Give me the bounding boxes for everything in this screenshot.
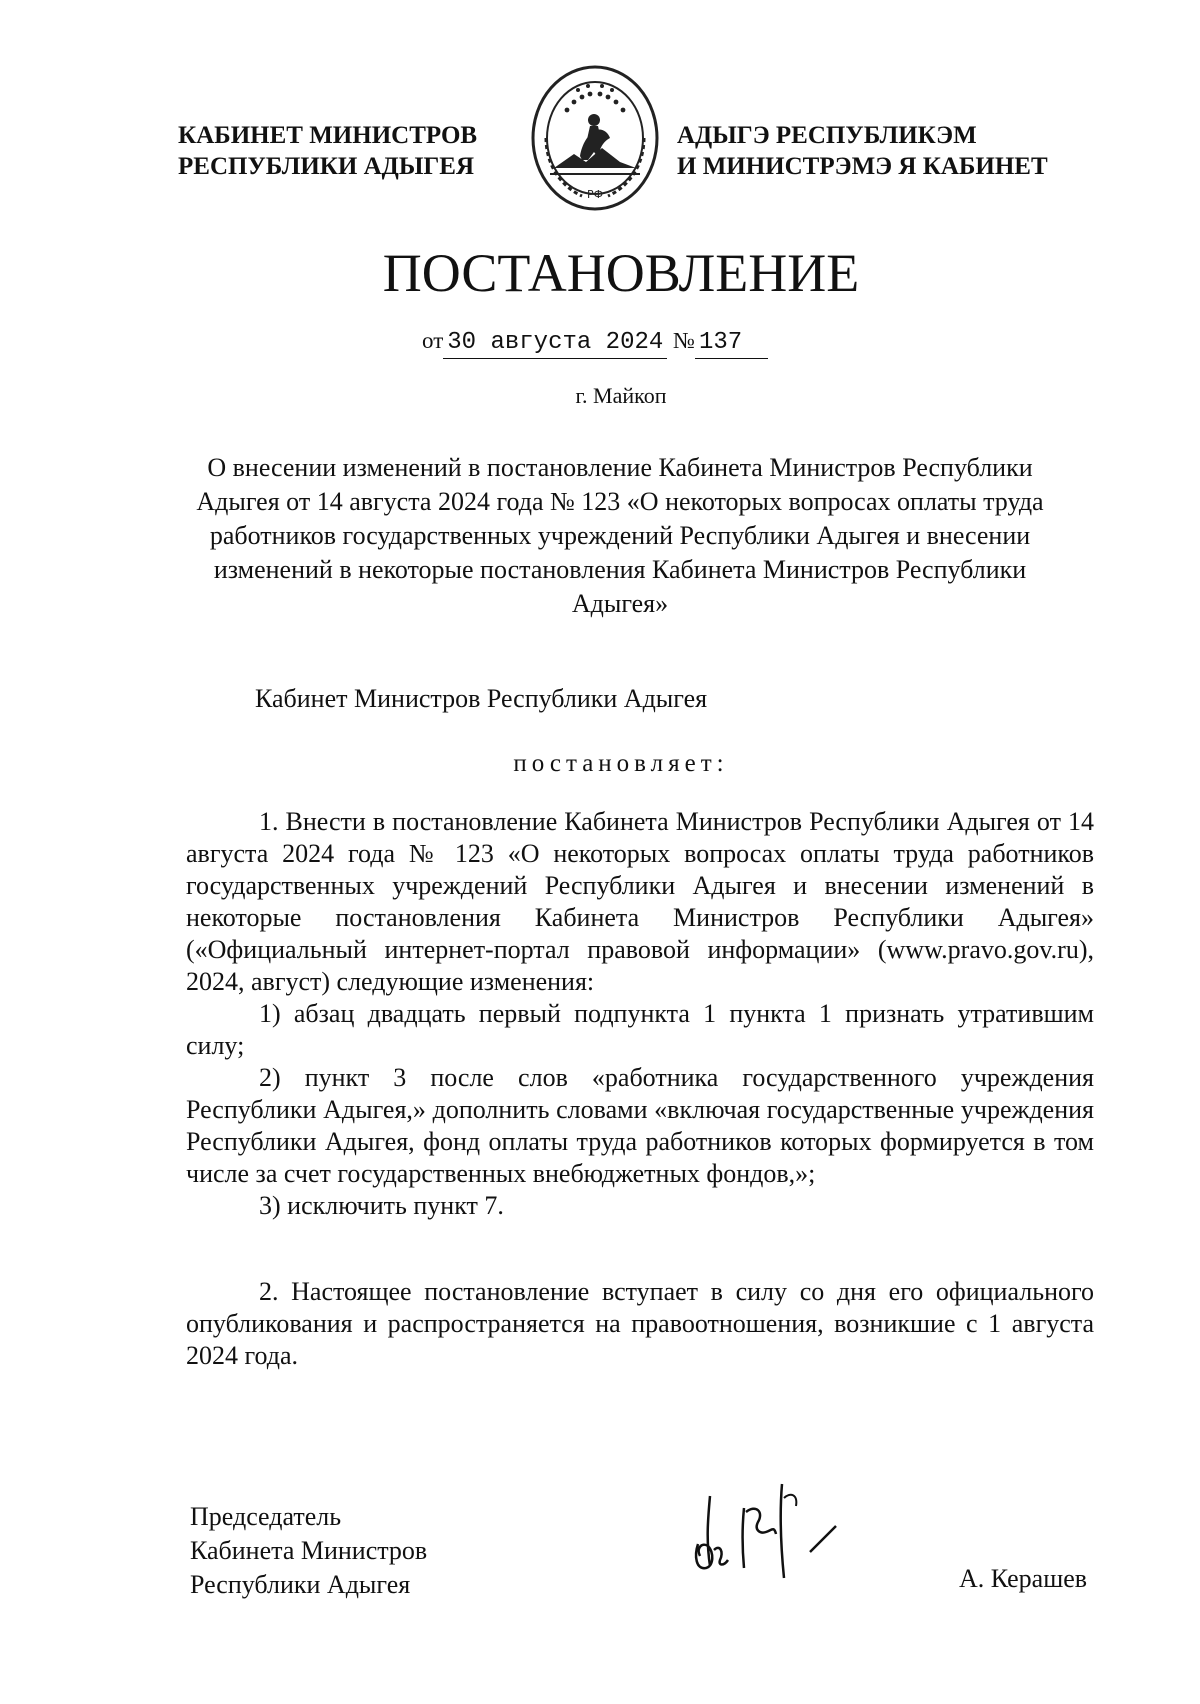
signatory-title-line1: Председатель	[190, 1502, 342, 1531]
document-subject: О внесении изменений в постановление Кабинета Министров Республики Адыгея от 14 августа 2024 года № 123 «О некоторых вопросах оплаты труда работников государственных учреждений Республики Адыгея и внесении изменений в некоторые постановления Кабинета Министров Республики Адыгея»	[196, 453, 1044, 618]
issuer: Кабинет Министров Республики Адыгея	[255, 684, 708, 713]
date-prefix: от	[422, 328, 444, 353]
header-right-line2: И МИНИСТРЭМЭ Я КАБИНЕТ	[677, 153, 1048, 180]
body-section-1	[186, 806, 1094, 1222]
header-left-line1: КАБИНЕТ МИНИСТРОВ	[178, 122, 478, 149]
decree-word: постановляет:	[513, 750, 729, 777]
body-section-2	[186, 1276, 1094, 1372]
document-number: 137	[695, 328, 768, 359]
emblem-bottom-text: РФ	[586, 188, 604, 201]
signatory-title-line3: Республики Адыгея	[190, 1570, 411, 1599]
header-left-line2: РЕСПУБЛИКИ АДЫГЕЯ	[178, 153, 475, 180]
adygea-coat-of-arms-icon	[530, 64, 660, 212]
paragraph-1-item-3: 3) исключить пункт 7.	[259, 1191, 504, 1220]
number-prefix: №	[673, 328, 695, 353]
handwritten-signature	[680, 1478, 850, 1586]
signatory-title-line2: Кабинета Министров	[190, 1536, 428, 1565]
document-title: ПОСТАНОВЛЕНИЕ	[382, 243, 860, 303]
signatory-title	[190, 1500, 427, 1602]
paragraph-1-item-2: 2) пункт 3 после слов «работника государственного учреждения Республики Адыгея,» дополнить словами «включая государственные учреждения Республики Адыгея, фонд оплаты труда работников которых формируется в том числе за счет государственных внебюджетных фондов,»;	[186, 1063, 1094, 1188]
paragraph-2: 2. Настоящее постановление вступает в силу со дня его официального опубликования и распространяется на правоотношения, возникшие с 1 августа 2024 года.	[186, 1277, 1094, 1370]
paragraph-1-item-1: 1) абзац двадцать первый подпункта 1 пункта 1 признать утратившим силу;	[186, 999, 1094, 1060]
signatory-name: А. Керашев	[959, 1564, 1088, 1593]
date-line	[422, 326, 768, 359]
document-city: г. Майкоп	[575, 383, 667, 408]
header-left	[178, 120, 477, 182]
header-right-line1: АДЫГЭ РЕСПУБЛИКЭМ	[677, 122, 977, 149]
header-right	[677, 120, 1048, 182]
document-date: 30 августа 2024	[443, 328, 667, 359]
paragraph-1: 1. Внести в постановление Кабинета Министров Республики Адыгея от 14 августа 2024 года № 123 «О некоторых вопросах оплаты труда работников государственных учреждений Республики Адыгея и внесении изменений в некоторые постановления Кабинета Министров Республики Адыгея» («Официальный интернет-портал правовой информации» (www.pravo.gov.ru), 2024, август) следующие изменения:	[186, 807, 1094, 996]
